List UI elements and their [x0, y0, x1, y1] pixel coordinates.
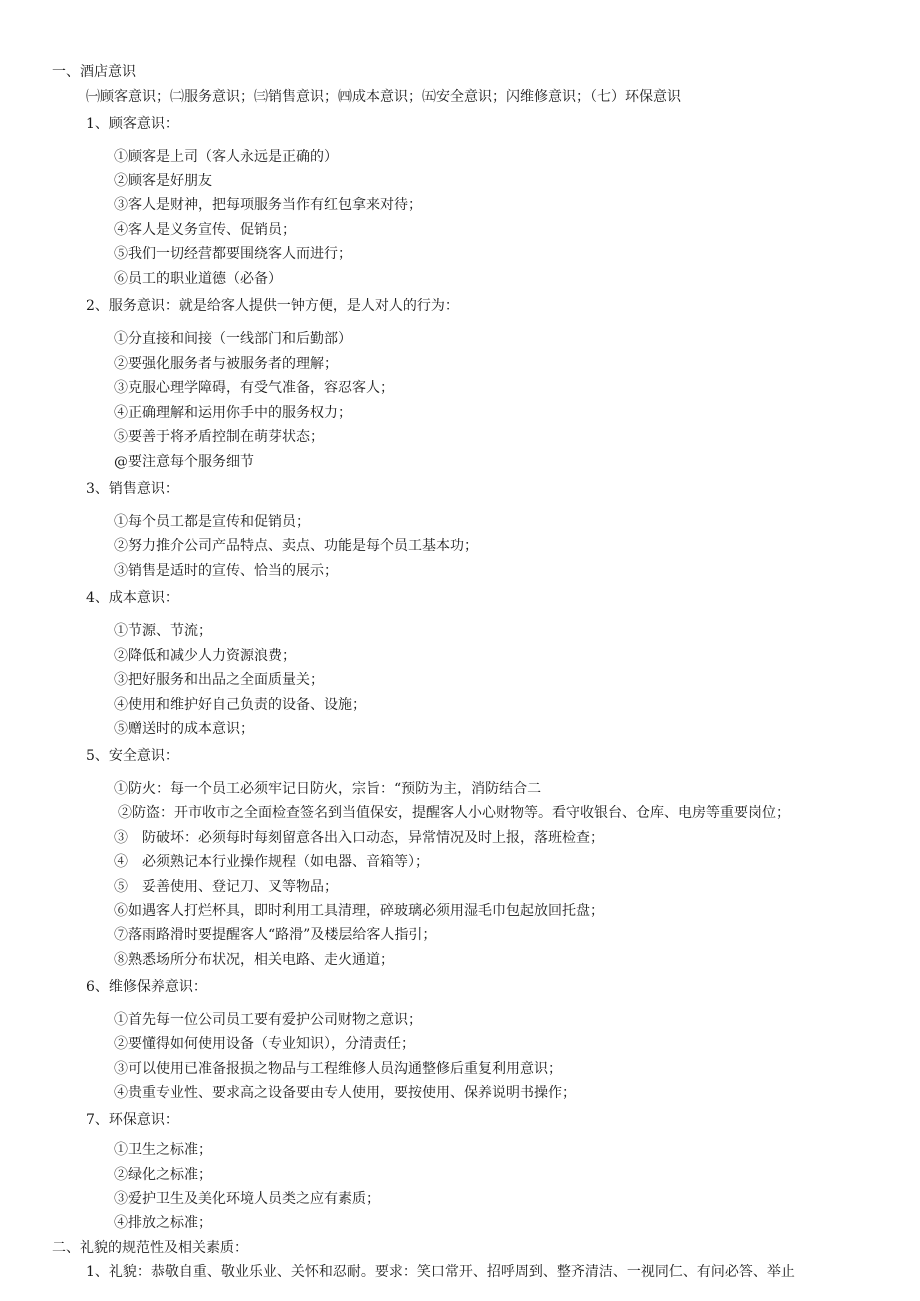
list-item: ⑤要善于将矛盾控制在萌芽状态； [114, 429, 324, 445]
list-item: ④正确理解和运用你手中的服务权力； [114, 405, 352, 421]
list-item: ②要强化服务者与被服务者的理解； [114, 356, 338, 372]
heading-customer-awareness: 1、顾客意识： [86, 116, 179, 132]
list-item: ②努力推介公司产品特点、卖点、功能是每个员工基本功； [114, 538, 478, 554]
list-item: @要注意每个服务细节 [114, 454, 254, 470]
list-item: ①防火：每一个员工必须牢记日防火，宗旨：“预防为主，消防结合二 [114, 781, 542, 797]
heading-maintenance-awareness: 6、维修保养意识： [86, 979, 207, 995]
list-item: ④排放之标准； [114, 1215, 212, 1231]
list-item: ①节源、节流； [114, 623, 212, 639]
list-item: ①卫生之标准； [114, 1142, 212, 1158]
list-item: ③克服心理学障碍，有受气准备，容忍客人； [114, 380, 394, 396]
list-item: ④使用和维护好自己负责的设备、设施； [114, 697, 366, 713]
list-item: ②顾客是好朋友 [114, 173, 212, 189]
list-item: ②绿化之标准； [114, 1167, 212, 1183]
section-2-title: 二、礼貌的规范性及相关素质： [52, 1240, 248, 1256]
list-item: ④ 必须熟记本行业操作规程（如电器、音箱等）； [114, 854, 429, 870]
list-item: ②防盗：开市收市之全面检查签名到当值保安，提醒客人小心财物等。看守收银台、仓库、电房等重要岗位； [118, 805, 790, 821]
list-item: ⑦落雨路滑时要提醒客人“路滑”及楼层给客人指引； [114, 927, 437, 943]
list-item: ⑥如遇客人打烂杯具，即时利用工具清理，碎玻璃必须用湿毛巾包起放回托盘； [114, 903, 604, 919]
list-item: ⑤ 妥善使用、登记刀、叉等物品； [114, 879, 338, 895]
list-item: ②要懂得如何使用设备（专业知识），分清责任； [114, 1036, 415, 1052]
heading-service-awareness: 2、服务意识：就是给客人提供一钟方便，是人对人的行为： [86, 298, 459, 314]
list-item: ①每个员工都是宣传和促销员； [114, 514, 310, 530]
list-item: ③可以使用已准备报损之物品与工程维修人员沟通整修后重复利用意识； [114, 1061, 562, 1077]
heading-cost-awareness: 4、成本意识： [86, 590, 179, 606]
heading-safety-awareness: 5、安全意识： [86, 748, 179, 764]
list-item: ③把好服务和出品之全面质量关； [114, 672, 324, 688]
section-1-summary: ㈠顾客意识；㈡服务意识；㈢销售意识；㈣成本意识；㈤安全意识；闪维修意识；（七）环保意识 [86, 89, 681, 105]
section-1-title: 一、酒店意识 [52, 64, 136, 80]
list-item: ③ 防破坏：必须每时每刻留意各出入口动态，异常情况及时上报，落班检查； [114, 830, 604, 846]
list-item: ②降低和减少人力资源浪费； [114, 648, 296, 664]
list-item: ③客人是财神，把每项服务当作有红包拿来对待； [114, 197, 422, 213]
list-item: ⑤赠送时的成本意识； [114, 721, 254, 737]
list-item: ⑧熟悉场所分布状况，相关电路、走火通道； [114, 952, 394, 968]
list-item: ①首先每一位公司员工要有爱护公司财物之意识； [114, 1012, 422, 1028]
list-item: ①顾客是上司（客人永远是正确的） [114, 149, 338, 165]
list-item: ③爱护卫生及美化环境人员类之应有素质； [114, 1191, 380, 1207]
list-item: ④贵重专业性、要求高之设备要由专人使用，要按使用、保养说明书操作； [114, 1085, 576, 1101]
list-item: ④客人是义务宣传、促销员； [114, 222, 296, 238]
list-item: ①分直接和间接（一线部门和后勤部） [114, 331, 352, 347]
list-item: ⑤我们一切经营都要围绕客人而进行； [114, 246, 352, 262]
list-item: ③销售是适时的宣传、恰当的展示； [114, 563, 338, 579]
heading-environment-awareness: 7、环保意识： [86, 1112, 179, 1128]
list-item: ⑥员工的职业道德（必备） [114, 271, 282, 287]
heading-sales-awareness: 3、销售意识： [86, 481, 179, 497]
section-2-line-1: 1、礼貌：恭敬自重、敬业乐业、关怀和忍耐。要求：笑口常开、招呼周到、整齐清洁、一视同仁、有问必答、举止 [86, 1264, 795, 1280]
